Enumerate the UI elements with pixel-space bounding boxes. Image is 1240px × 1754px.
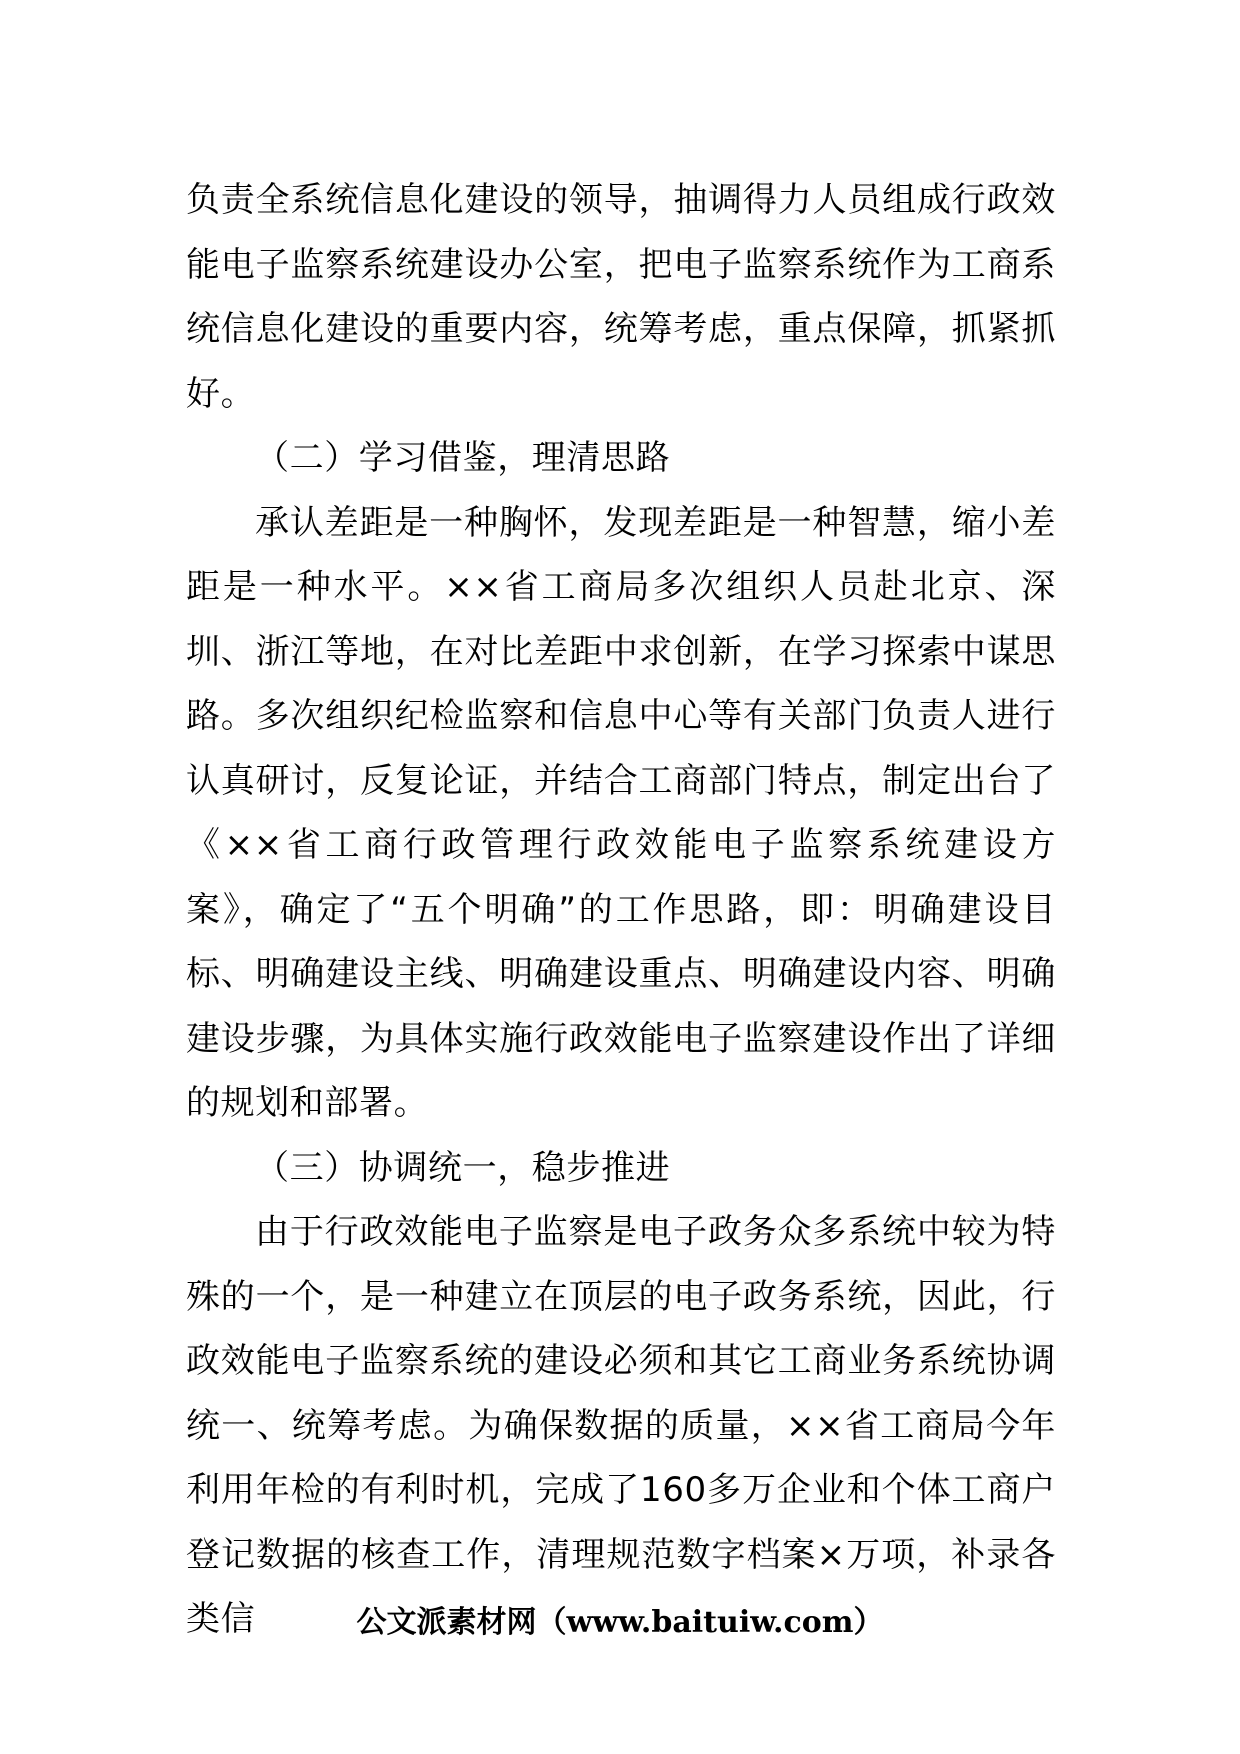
paragraph-continuation: 负责全系统信息化建设的领导，抽调得力人员组成行政效能电子监察系统建设办公室，把电子监察系统作为工商系统信息化建设的重要内容，统筹考虑，重点保障，抓紧抓好。 xyxy=(186,180,1056,414)
document-body xyxy=(186,168,1056,1652)
section-heading-3: （三）协调统一，稳步推进 xyxy=(255,1147,671,1188)
paragraph-coordination: 由于行政效能电子监察是电子政务众多系统中较为特殊的一个，是一种建立在顶层的电子政务系统，因此，行政效能电子监察系统的建设必须和其它工商业务系统协调统一、统筹考虑。为确保数据的质量，××省工商局今年利用年检的有利时机，完成了160多万企业和个体工商户登记数据的核查工作，清理规范数字档案×万项，补录各类信 xyxy=(186,1212,1056,1639)
footer-watermark: 公文派素材网（www.baituiw.com） xyxy=(356,1605,884,1640)
paragraph-learning: 承认差距是一种胸怀，发现差距是一种智慧，缩小差距是一种水平。××省工商局多次组织人员赴北京、深圳、浙江等地，在对比差距中求创新，在学习探索中谋思路。多次组织纪检监察和信息中心等有关部门负责人进行认真研讨，反复论证，并结合工商部门特点，制定出台了《××省工商行政管理行政效能电子监察系统建设方案》，确定了“五个明确”的工作思路，即：明确建设目标、明确建设主线、明确建设重点、明确建设内容、明确建设步骤，为具体实施行政效能电子监察建设作出了详细的规划和部署。 xyxy=(186,502,1056,1123)
section-heading-2: （二）学习借鉴，理清思路 xyxy=(255,438,671,478)
